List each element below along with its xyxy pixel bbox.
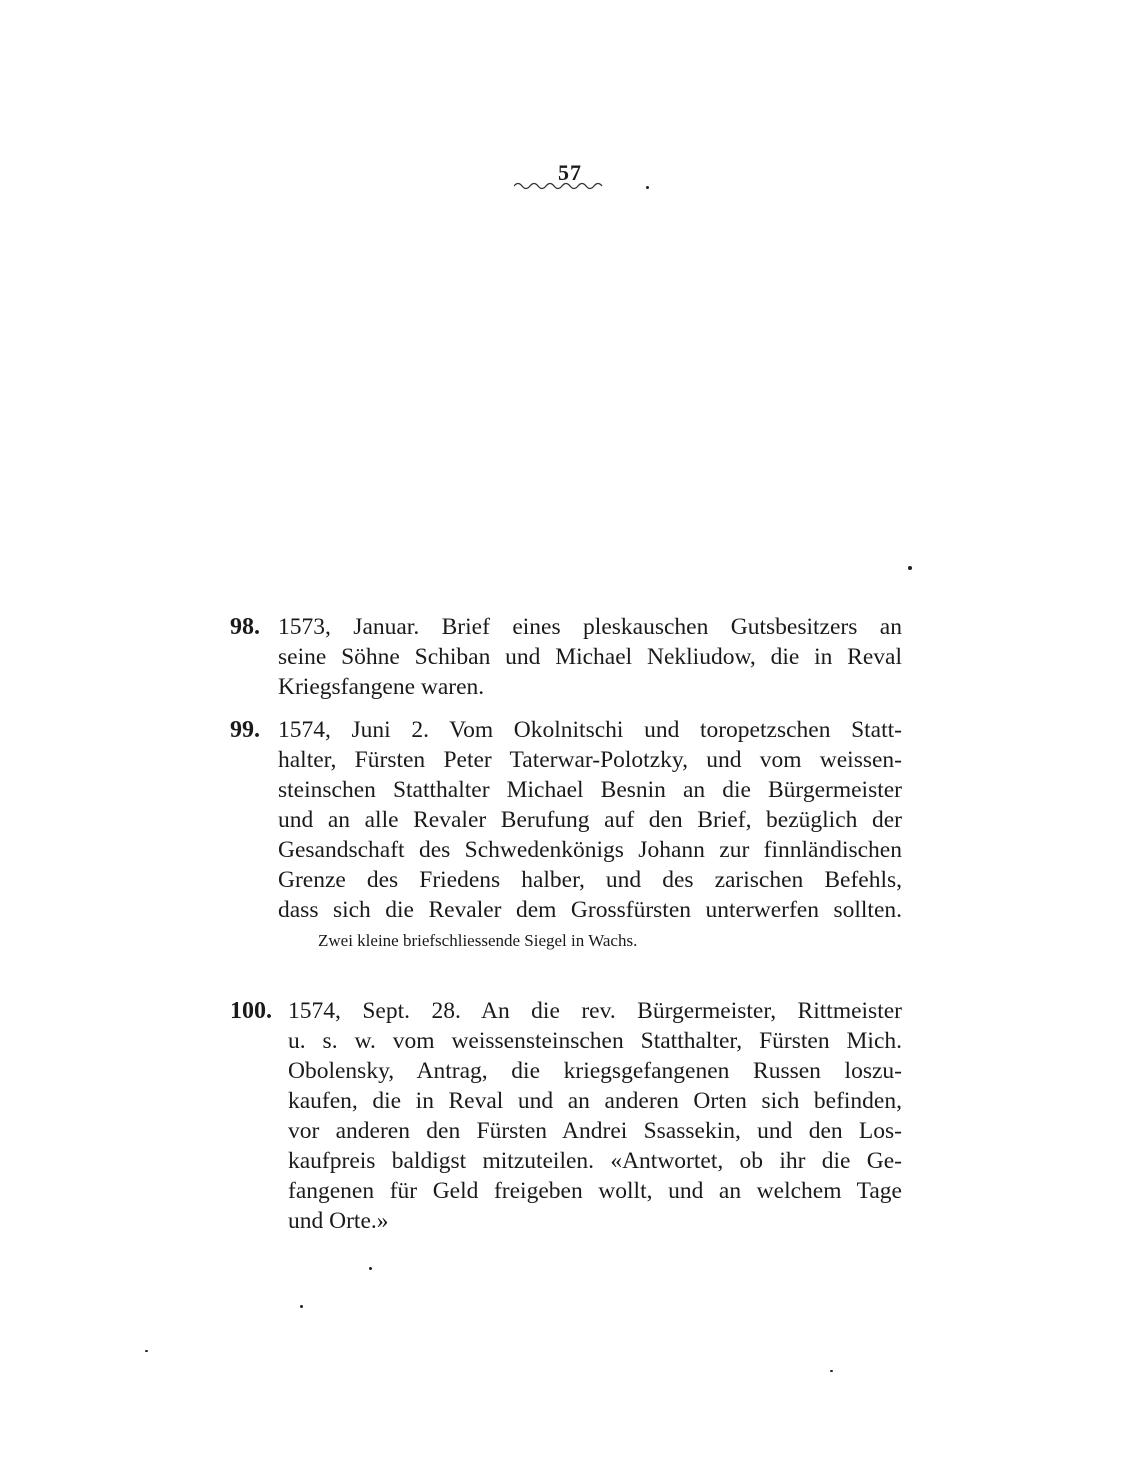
entry-line: u. s. w. vom weissensteinschen Statthalter, Fürsten Mich. xyxy=(288,1028,902,1054)
entry-line: und an alle Revaler Berufung auf den Brief, bezüglich der xyxy=(278,807,902,833)
scan-speck xyxy=(830,1370,833,1372)
scan-speck xyxy=(369,1267,372,1270)
entry-line: vor anderen den Fürsten Andrei Ssassekin, und den Los- xyxy=(288,1118,902,1144)
entry-line: seine Söhne Schiban und Michael Nekliudow, die in Reval xyxy=(278,644,902,670)
entry-99 xyxy=(230,715,902,925)
scan-speck xyxy=(646,186,649,189)
entry-line: Kriegsfangene waren. xyxy=(278,674,485,700)
entry-line: steinschen Statthalter Michael Besnin an die Bürgermeister xyxy=(278,777,902,803)
seal-note: Zwei kleine briefschliessende Siegel in Wachs. xyxy=(318,931,638,950)
entry-line: fangenen für Geld freigeben wollt, und an welchem Tage xyxy=(288,1178,902,1204)
entry-line: 1574, Sept. 28. An die rev. Bürgermeister, Rittmeister xyxy=(288,998,902,1024)
entry-line: Gesandschaft des Schwedenkönigs Johann zur finnländischen xyxy=(278,837,902,863)
page-number: 57 xyxy=(558,160,582,185)
entry-number: 100. xyxy=(230,998,272,1024)
entry-100 xyxy=(230,996,902,1236)
entry-number: 99. xyxy=(230,717,260,743)
entry-line: Obolensky, Antrag, die kriegsgefangenen Russen loszu- xyxy=(288,1058,902,1084)
entry-line: kaufen, die in Reval und an anderen Orten sich befinden, xyxy=(288,1088,902,1114)
entry-line: dass sich die Revaler dem Grossfürsten unterwerfen sollten. xyxy=(278,897,902,923)
entry-number: 98. xyxy=(230,614,260,640)
scan-speck xyxy=(145,1350,148,1352)
entry-line: Grenze des Friedens halber, und des zarischen Befehls, xyxy=(278,867,902,893)
scan-speck xyxy=(908,566,912,570)
entry-98 xyxy=(230,612,902,702)
entry-line: 1573, Januar. Brief eines pleskauschen Gutsbesitzers an xyxy=(278,614,902,640)
entry-line: halter, Fürsten Peter Taterwar-Polotzky, und vom weissen- xyxy=(278,747,902,773)
scan-speck xyxy=(300,1305,303,1308)
entry-line: und Orte.» xyxy=(288,1208,389,1234)
entry-line: 1574, Juni 2. Vom Okolnitschi und toropetzschen Statt- xyxy=(278,717,902,743)
wavy-ornament xyxy=(514,180,606,192)
entry-line: kaufpreis baldigst mitzuteilen. «Antwortet, ob ihr die Ge- xyxy=(288,1148,902,1174)
